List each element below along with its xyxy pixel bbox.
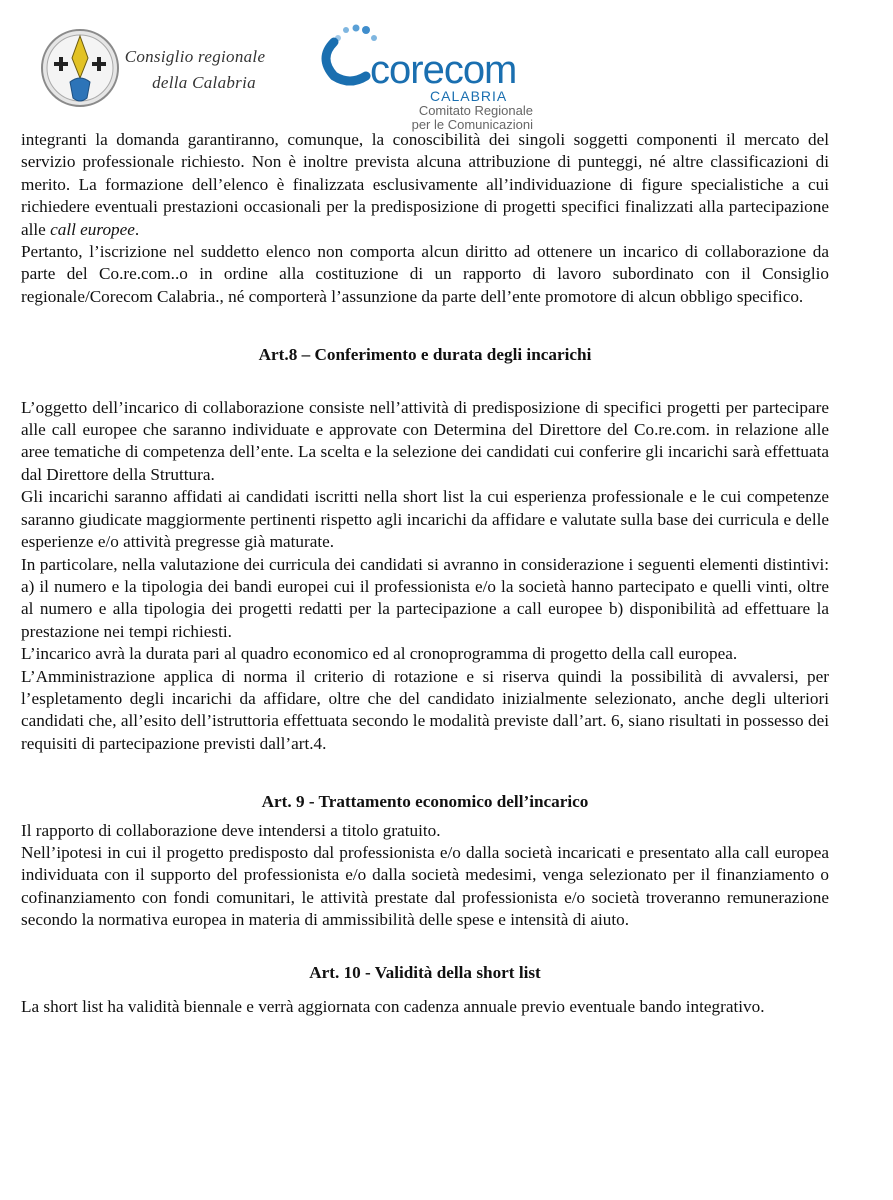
paragraph: In particolare, nella valutazione dei curricula dei candidati si avranno in considerazione i seguenti elementi distintivi: a) il numero e la tipologia dei bandi europei cui il professionista e/o la società hanno partecipato e quelli vinti, oltre al numero e alla tipologia dei progetti redatti per la partecipazione a call europee b) disponibilità ad effettuare la prestazione nei tempi richiesti. bbox=[21, 554, 829, 641]
council-line-2: della Calabria bbox=[152, 73, 256, 92]
corecom-subtitle-line-1: Comitato Regionale bbox=[418, 103, 533, 118]
paragraph: Nell’ipotesi in cui il progetto predisposto dal professionista e/o dalla società incaricati e presentato alla call europea individuata con il supporto del professionista e/o dalla società medesimi, venga selezionato per il finanziamento o cofinanziamento con fondi comunitari, le attività prestate dal professionista e/o società troveranno remunerazione secondo la normativa europea in materia di ammissibilità delle spese e intensità di aiuto. bbox=[21, 842, 829, 930]
paragraph: Gli incarichi saranno affidati ai candidati iscritti nella short list la cui esperienza professionale e le cui competenze saranno giudicate maggiormente pertinenti rispetto agli incarichi da affidare e valutate sulla base dei curricula e delle esperienze e/o attività pregresse già maturate. bbox=[21, 487, 829, 552]
document-body bbox=[21, 129, 829, 1018]
corecom-wordmark: corecom bbox=[370, 48, 517, 92]
paragraph: L’incarico avrà la durata pari al quadro economico ed al cronoprogramma di progetto della call europea. bbox=[21, 644, 738, 664]
corecom-subtitle-line-2: per le Comunicazioni bbox=[411, 117, 533, 132]
corecom-region: CALABRIA bbox=[430, 88, 508, 104]
council-line-1: Consiglio regionale bbox=[124, 47, 266, 66]
letterhead bbox=[40, 16, 533, 132]
paragraph: Il rapporto di collaborazione deve intendersi a titolo gratuito. bbox=[21, 820, 441, 840]
paragraph: La short list ha validità biennale e verrà aggiornata con cadenza annuale previo eventuale bando integrativo. bbox=[21, 997, 765, 1016]
calabria-crest-logo bbox=[40, 20, 120, 116]
paragraph: Pertanto, l’iscrizione nel suddetto elenco non comporta alcun diritto ad ottenere un incarico di collaborazione da parte del Co.re.com..o in ordine alla costituzione di un rapporto di lavoro subordinato con il Consiglio regionale/Corecom Calabria., né comporterà l’assunzione da parte dell’ente promotore di alcun obbligo specifico. bbox=[21, 242, 829, 306]
paragraph: integranti la domanda garantiranno, comunque, la conoscibilità dei singoli soggetti componenti il mercato del servizio professionale richiesto. Non è inoltre prevista alcuna attribuzione di punteggi, né altre classificazioni di merito. La formazione dell’elenco è finalizzata esclusivamente all’individuazione di figure specialistiche a cui richiedere eventuali prestazioni occasionali per la predisposizione di progetti specifici finalizzati alla partecipazione alle call europee. bbox=[21, 130, 829, 239]
council-name bbox=[120, 44, 270, 96]
section-heading-art8: Art.8 – Conferimento e durata degli incarichi bbox=[258, 345, 592, 365]
corecom-subtitle bbox=[368, 104, 533, 132]
paragraph: L’oggetto dell’incarico di collaborazione consiste nell’attività di predisposizione di specifici progetti per partecipare alle call europee che saranno individuate e approvate con Determina del Direttore del Co.re.com. in relazione alle aree tematiche di competenza dell’ente. La scelta e la selezione dei candidati cui conferire gli incarichi sarà effettuata dal Direttore della Struttura. bbox=[21, 397, 829, 484]
section-heading-art10: Art. 10 - Validità della short list bbox=[309, 962, 541, 982]
paragraph: L’Amministrazione applica di norma il criterio di rotazione e si riserva quindi la possibilità di avvalersi, per l’espletamento degli incarichi da affidare, oltre che del candidato inizialmente selezionato, anche degli ulteriori candidati che, all’esito dell’istruttoria effettuata secondo le modalità previste dall’art. 6, siano risultati in possesso dei requisiti di partecipazione previsti dall’art.4. bbox=[21, 666, 829, 753]
section-heading-art9: Art. 9 - Trattamento economico dell’incarico bbox=[261, 792, 589, 812]
